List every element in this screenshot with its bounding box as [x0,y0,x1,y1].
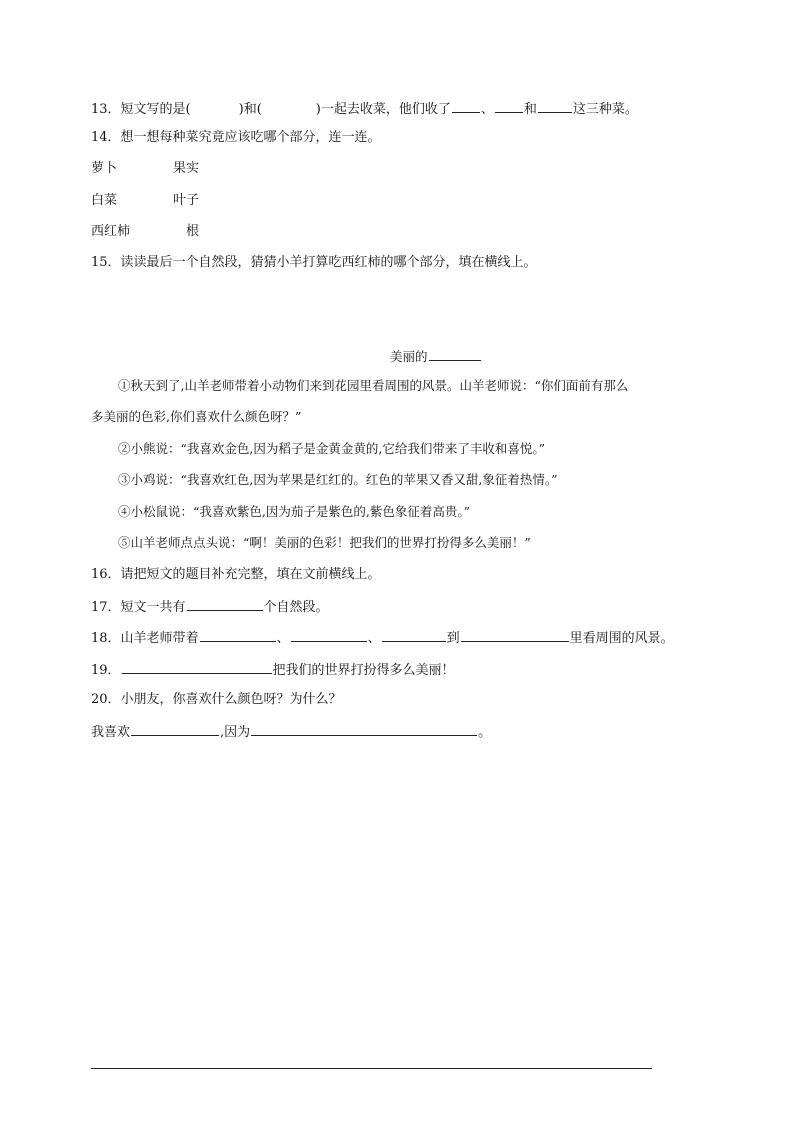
q17-blank[interactable] [187,597,263,611]
q18-blank-2[interactable] [291,628,367,642]
passage-paragraph-4: ④小松鼠说：“我喜欢紫色,因为茄子是紫色的,紫色象征着高贵。” [118,504,470,519]
passage-title-blank[interactable] [429,347,481,361]
q20-prefix: 我喜欢 [91,725,131,740]
q18-blank-4[interactable] [461,628,569,642]
q13-blank-2[interactable] [495,99,523,113]
passage-title [390,347,482,367]
q20-blank-1[interactable] [131,722,219,736]
q20-mid: ,因为 [220,725,251,740]
question-19 [91,660,455,680]
question-16: 16．请把短文的题目补充完整，填在文前横线上。 [91,567,381,582]
match-right-1[interactable]: 果实 [173,161,200,176]
passage-paragraph-3: ③小鸡说：“我喜欢红色,因为苹果是红红的。红色的苹果又香又甜,象征着热情。” [118,472,558,487]
passage-paragraph-5: ⑤山羊老师点点头说：“啊！美丽的色彩！把我们的世界打扮得多么美丽！” [118,535,531,550]
q13-prefix: 13．短文写的是( [91,102,191,117]
q13-sep2: 和 [523,102,537,117]
q13-blank-1[interactable] [452,99,480,113]
passage-paragraph-1b: 多美丽的色彩,你们喜欢什么颜色呀？” [91,409,302,424]
q20-blank-2[interactable] [251,722,477,736]
match-right-3[interactable]: 根 [186,224,200,239]
q18-blank-1[interactable] [200,628,276,642]
question-17 [91,597,329,617]
q18-sep1: 、 [276,631,290,646]
match-left-3[interactable]: 西红柿 [91,224,131,239]
passage-paragraph-2: ②小熊说：“我喜欢金色,因为稻子是金黄金黄的,它给我们带来了丰收和喜悦。” [118,441,545,456]
q19-blank[interactable] [122,660,272,674]
q17-prefix: 17．短文一共有 [91,600,186,615]
question-13 [91,99,638,119]
q18-sep2: 、 [367,631,381,646]
q13-part3: )一起去收菜，他们收了 [315,102,451,117]
q13-suffix: 这三种菜。 [572,102,638,117]
q20-suffix: 。 [478,725,492,740]
question-15: 15．读读最后一个自然段，猜猜小羊打算吃西红柿的哪个部分，填在横线上。 [91,255,537,270]
question-18 [91,628,674,648]
q13-part2: )和( [238,102,262,117]
question-20: 20．小朋友，你喜欢什么颜色呀？为什么？ [91,692,342,707]
q18-suffix: 里看周围的风景。 [569,631,674,646]
match-left-2[interactable]: 白菜 [91,193,118,208]
footer-rule [91,1068,652,1069]
q18-blank-3[interactable] [382,628,446,642]
q18-prefix: 18．山羊老师带着 [91,631,199,646]
match-right-2[interactable]: 叶子 [173,193,200,208]
match-left-1[interactable]: 萝卜 [91,161,118,176]
q19-prefix: 19． [91,663,121,678]
question-20-answer [91,722,491,742]
q13-blank-3[interactable] [538,99,572,113]
q17-suffix: 个自然段。 [263,600,329,615]
question-14: 14．想一想每种菜究竟应该吃哪个部分，连一连。 [91,130,381,145]
q18-sep3: 到 [446,631,460,646]
q13-sep1: 、 [480,102,494,117]
q19-suffix: 把我们的世界打扮得多么美丽！ [272,663,455,678]
passage-title-text: 美丽的 [390,349,428,364]
passage-paragraph-1a: ①秋天到了,山羊老师带着小动物们来到花园里看周围的风景。山羊老师说：“你们面前有那么 [118,378,629,393]
